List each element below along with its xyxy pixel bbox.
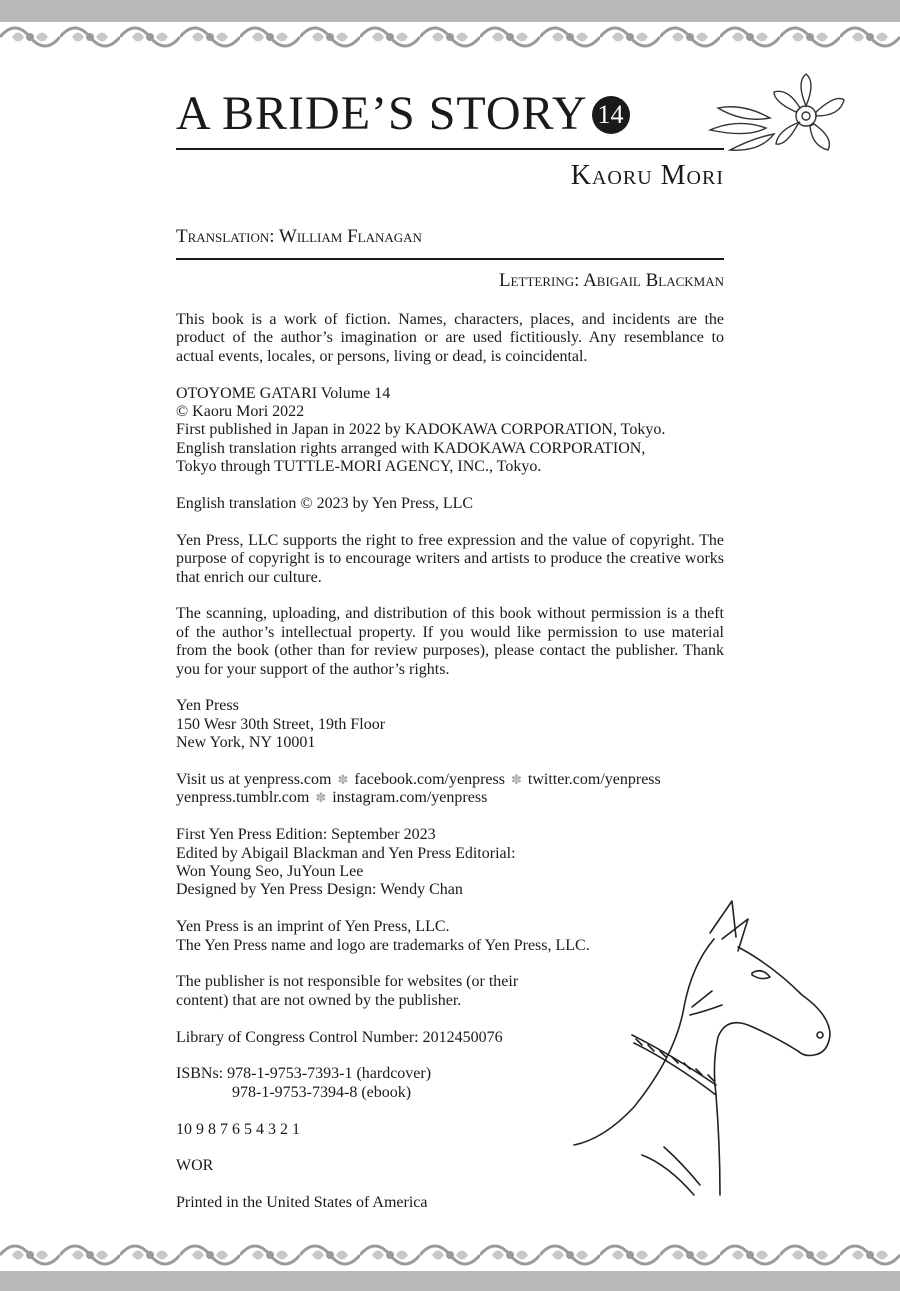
designer-line: Designed by Yen Press Design: Wendy Chan bbox=[176, 881, 463, 899]
editors-names: Won Young Seo, JuYoun Lee bbox=[176, 863, 364, 881]
publisher-street: 150 Wesr 30th Street, 19th Floor bbox=[176, 715, 386, 733]
horse-illustration bbox=[572, 895, 842, 1200]
edition-date: First Yen Press Edition: September 2023 bbox=[176, 826, 436, 844]
publisher-address bbox=[176, 697, 724, 752]
scanning-notice: The scanning, uploading, and distribution of this book without permission is a theft of the author’s intellectual property. If you would like permission to use material from the book (other than for review purposes), please contact the publisher. Thank you for your support of the author’s rights. bbox=[176, 605, 724, 678]
rights-arranged: English translation rights arranged with KADOKAWA CORPORATION, bbox=[176, 439, 646, 457]
separator-icon: ✽ bbox=[510, 772, 522, 788]
facebook-link[interactable]: facebook.com/yenpress bbox=[354, 771, 505, 789]
edition-credits bbox=[176, 826, 724, 900]
title-rule bbox=[176, 148, 724, 150]
tumblr-link[interactable]: yenpress.tumblr.com bbox=[176, 789, 310, 807]
printer-code: WOR bbox=[176, 1157, 214, 1175]
twitter-link[interactable]: twitter.com/yenpress bbox=[527, 771, 661, 789]
first-published: First published in Japan in 2022 by KADOKAWA CORPORATION, Tokyo. bbox=[176, 421, 666, 439]
publisher-city: New York, NY 10001 bbox=[176, 734, 316, 752]
printed-in: Printed in the United States of America bbox=[176, 1194, 428, 1212]
volume-badge: 14 bbox=[592, 96, 630, 134]
printing-line: 10 9 8 7 6 5 4 3 2 1 bbox=[176, 1120, 300, 1138]
instagram-link[interactable]: instagram.com/yenpress bbox=[332, 789, 488, 807]
separator-icon: ✽ bbox=[337, 772, 349, 788]
title-text: A BRIDE’S STORY bbox=[176, 87, 588, 140]
websites-notice-line-2: content) that are not owned by the publisher. bbox=[176, 991, 462, 1009]
rights-agency: Tokyo through TUTTLE-MORI AGENCY, INC., Tokyo. bbox=[176, 458, 542, 476]
websites-notice-line-1: The publisher is not responsible for websites (or their bbox=[176, 973, 519, 991]
social-links-row-2 bbox=[176, 789, 724, 807]
original-copyright: © Kaoru Mori 2022 bbox=[176, 403, 305, 421]
imprint-line: Yen Press is an imprint of Yen Press, LLC. bbox=[176, 918, 450, 936]
translation-copyright: English translation © 2023 by Yen Press, LLC bbox=[176, 495, 474, 513]
top-ornament-border bbox=[0, 22, 900, 52]
original-publication bbox=[176, 385, 724, 477]
book-title bbox=[176, 86, 630, 141]
trademark-line: The Yen Press name and logo are trademarks of Yen Press, LLC. bbox=[176, 936, 590, 954]
original-title: OTOYOME GATARI Volume 14 bbox=[176, 384, 391, 402]
lettering-credit: Lettering: Abigail Blackman bbox=[498, 270, 724, 291]
bottom-gray-band bbox=[0, 1271, 900, 1291]
editors-line: Edited by Abigail Blackman and Yen Press Editorial: bbox=[176, 844, 516, 862]
flower-icon bbox=[708, 68, 848, 164]
top-gray-band bbox=[0, 0, 900, 22]
lccn: Library of Congress Control Number: 2012450076 bbox=[176, 1028, 503, 1046]
website-link[interactable]: yenpress.com bbox=[243, 771, 332, 789]
separator-icon: ✽ bbox=[315, 790, 327, 806]
copyright-value: Yen Press, LLC supports the right to free expression and the value of copyright. The purpose of copyright is to encourage writers and artists to produce the creative works that enrich our culture. bbox=[176, 531, 724, 586]
credits-rule bbox=[176, 258, 724, 260]
fiction-disclaimer: This book is a work of fiction. Names, characters, places, and incidents are the product of the author’s imagination or are used fictitiously. Any resemblance to actual events, locales, or persons, living or dead, is coincidental. bbox=[176, 311, 724, 365]
social-links-row-1 bbox=[176, 771, 724, 789]
isbn-ebook: 978-1-9753-7394-8 (ebook) bbox=[232, 1083, 412, 1101]
publisher-name: Yen Press bbox=[176, 697, 239, 715]
social-links bbox=[176, 771, 724, 808]
visit-us-label: Visit us at bbox=[176, 771, 240, 789]
translation-credit: Translation: William Flanagan bbox=[176, 226, 422, 247]
author-name: Kaoru Mori bbox=[570, 160, 724, 191]
bottom-ornament-border bbox=[0, 1240, 900, 1270]
isbn-hardcover: ISBNs: 978-1-9753-7393-1 (hardcover) bbox=[176, 1065, 432, 1083]
